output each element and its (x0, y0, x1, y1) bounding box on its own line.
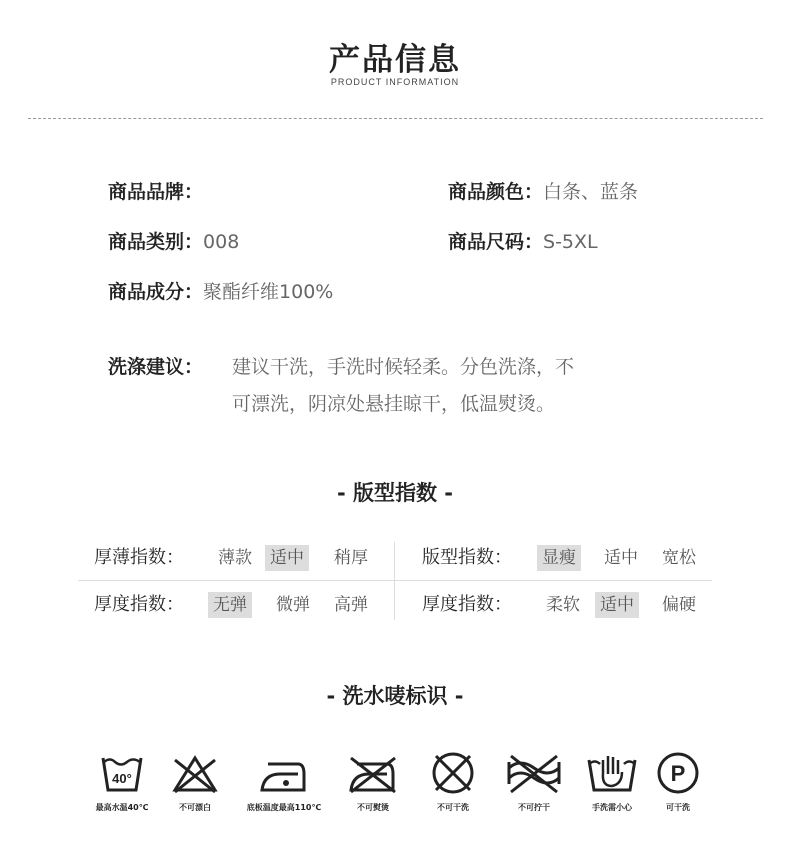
softness-option: 偏硬 (662, 595, 696, 615)
category-label: 商品类别： (108, 231, 204, 253)
stretch-option: 高弹 (334, 595, 368, 615)
care-advice (232, 349, 574, 423)
stretch-label: 厚度指数： (94, 594, 184, 615)
thickness-option: 稍厚 (334, 548, 368, 568)
cut-label: 版型指数： (422, 547, 512, 568)
softness-label: 厚度指数： (422, 594, 512, 615)
svg-text:P: P (670, 761, 686, 786)
no-bleach-icon: 不可漂白 (160, 752, 230, 813)
no-iron-icon: 不可熨烫 (338, 752, 408, 813)
fit-heading: - 版型指数 - (336, 481, 454, 505)
cut-option: 适中 (604, 548, 638, 568)
no-dry-clean-icon: 不可干洗 (418, 752, 488, 813)
iron-110-icon: 底板温度最高110℃ (239, 752, 329, 813)
wash-heading: - 洗水唛标识 - (326, 684, 464, 708)
dotted-divider (28, 118, 763, 119)
color-row (448, 180, 638, 204)
svg-text:40°: 40° (112, 771, 132, 786)
color-label: 商品颜色： (448, 181, 544, 203)
cut-option: 宽松 (662, 548, 696, 568)
color-value: 白条、蓝条 (543, 181, 639, 203)
care-label: 洗涤建议： (108, 356, 204, 378)
page-subtitle: PRODUCT INFORMATION (330, 77, 460, 87)
thickness-option-selected: 适中 (265, 545, 309, 571)
page-title: 产品信息 (329, 42, 461, 78)
hand-wash-icon: 手洗需小心 (577, 752, 647, 813)
size-value: S-5XL (543, 231, 598, 253)
fit-table-vline (394, 542, 395, 620)
softness-option-selected: 适中 (595, 592, 639, 618)
no-wring-icon: 不可拧干 (499, 752, 569, 813)
stretch-option-selected: 无弹 (208, 592, 252, 618)
material-row (108, 280, 333, 304)
category-value: 008 (203, 231, 240, 253)
cut-option-selected: 显瘦 (537, 545, 581, 571)
care-line-2: 可漂洗，阴凉处悬挂晾干，低温熨烫。 (232, 393, 556, 415)
category-row (108, 230, 239, 254)
thickness-option: 薄款 (218, 548, 252, 568)
wash-40-icon: 40° 最高水温40℃ (87, 752, 157, 813)
brand-row (108, 180, 203, 204)
thickness-label: 厚薄指数： (94, 547, 184, 568)
size-label: 商品尺码： (448, 231, 544, 253)
fit-table-hline (78, 580, 712, 581)
brand-label: 商品品牌： (108, 181, 204, 203)
softness-option: 柔软 (546, 595, 580, 615)
stretch-option: 微弹 (276, 595, 310, 615)
material-label: 商品成分： (108, 281, 204, 303)
material-value: 聚酯纤维100% (203, 281, 334, 303)
fit-table (78, 540, 712, 620)
dry-clean-icon: P 可干洗 (643, 752, 713, 813)
care-line-1: 建议干洗，手洗时候轻柔。分色洗涤，不 (232, 356, 575, 378)
size-row (448, 230, 598, 254)
